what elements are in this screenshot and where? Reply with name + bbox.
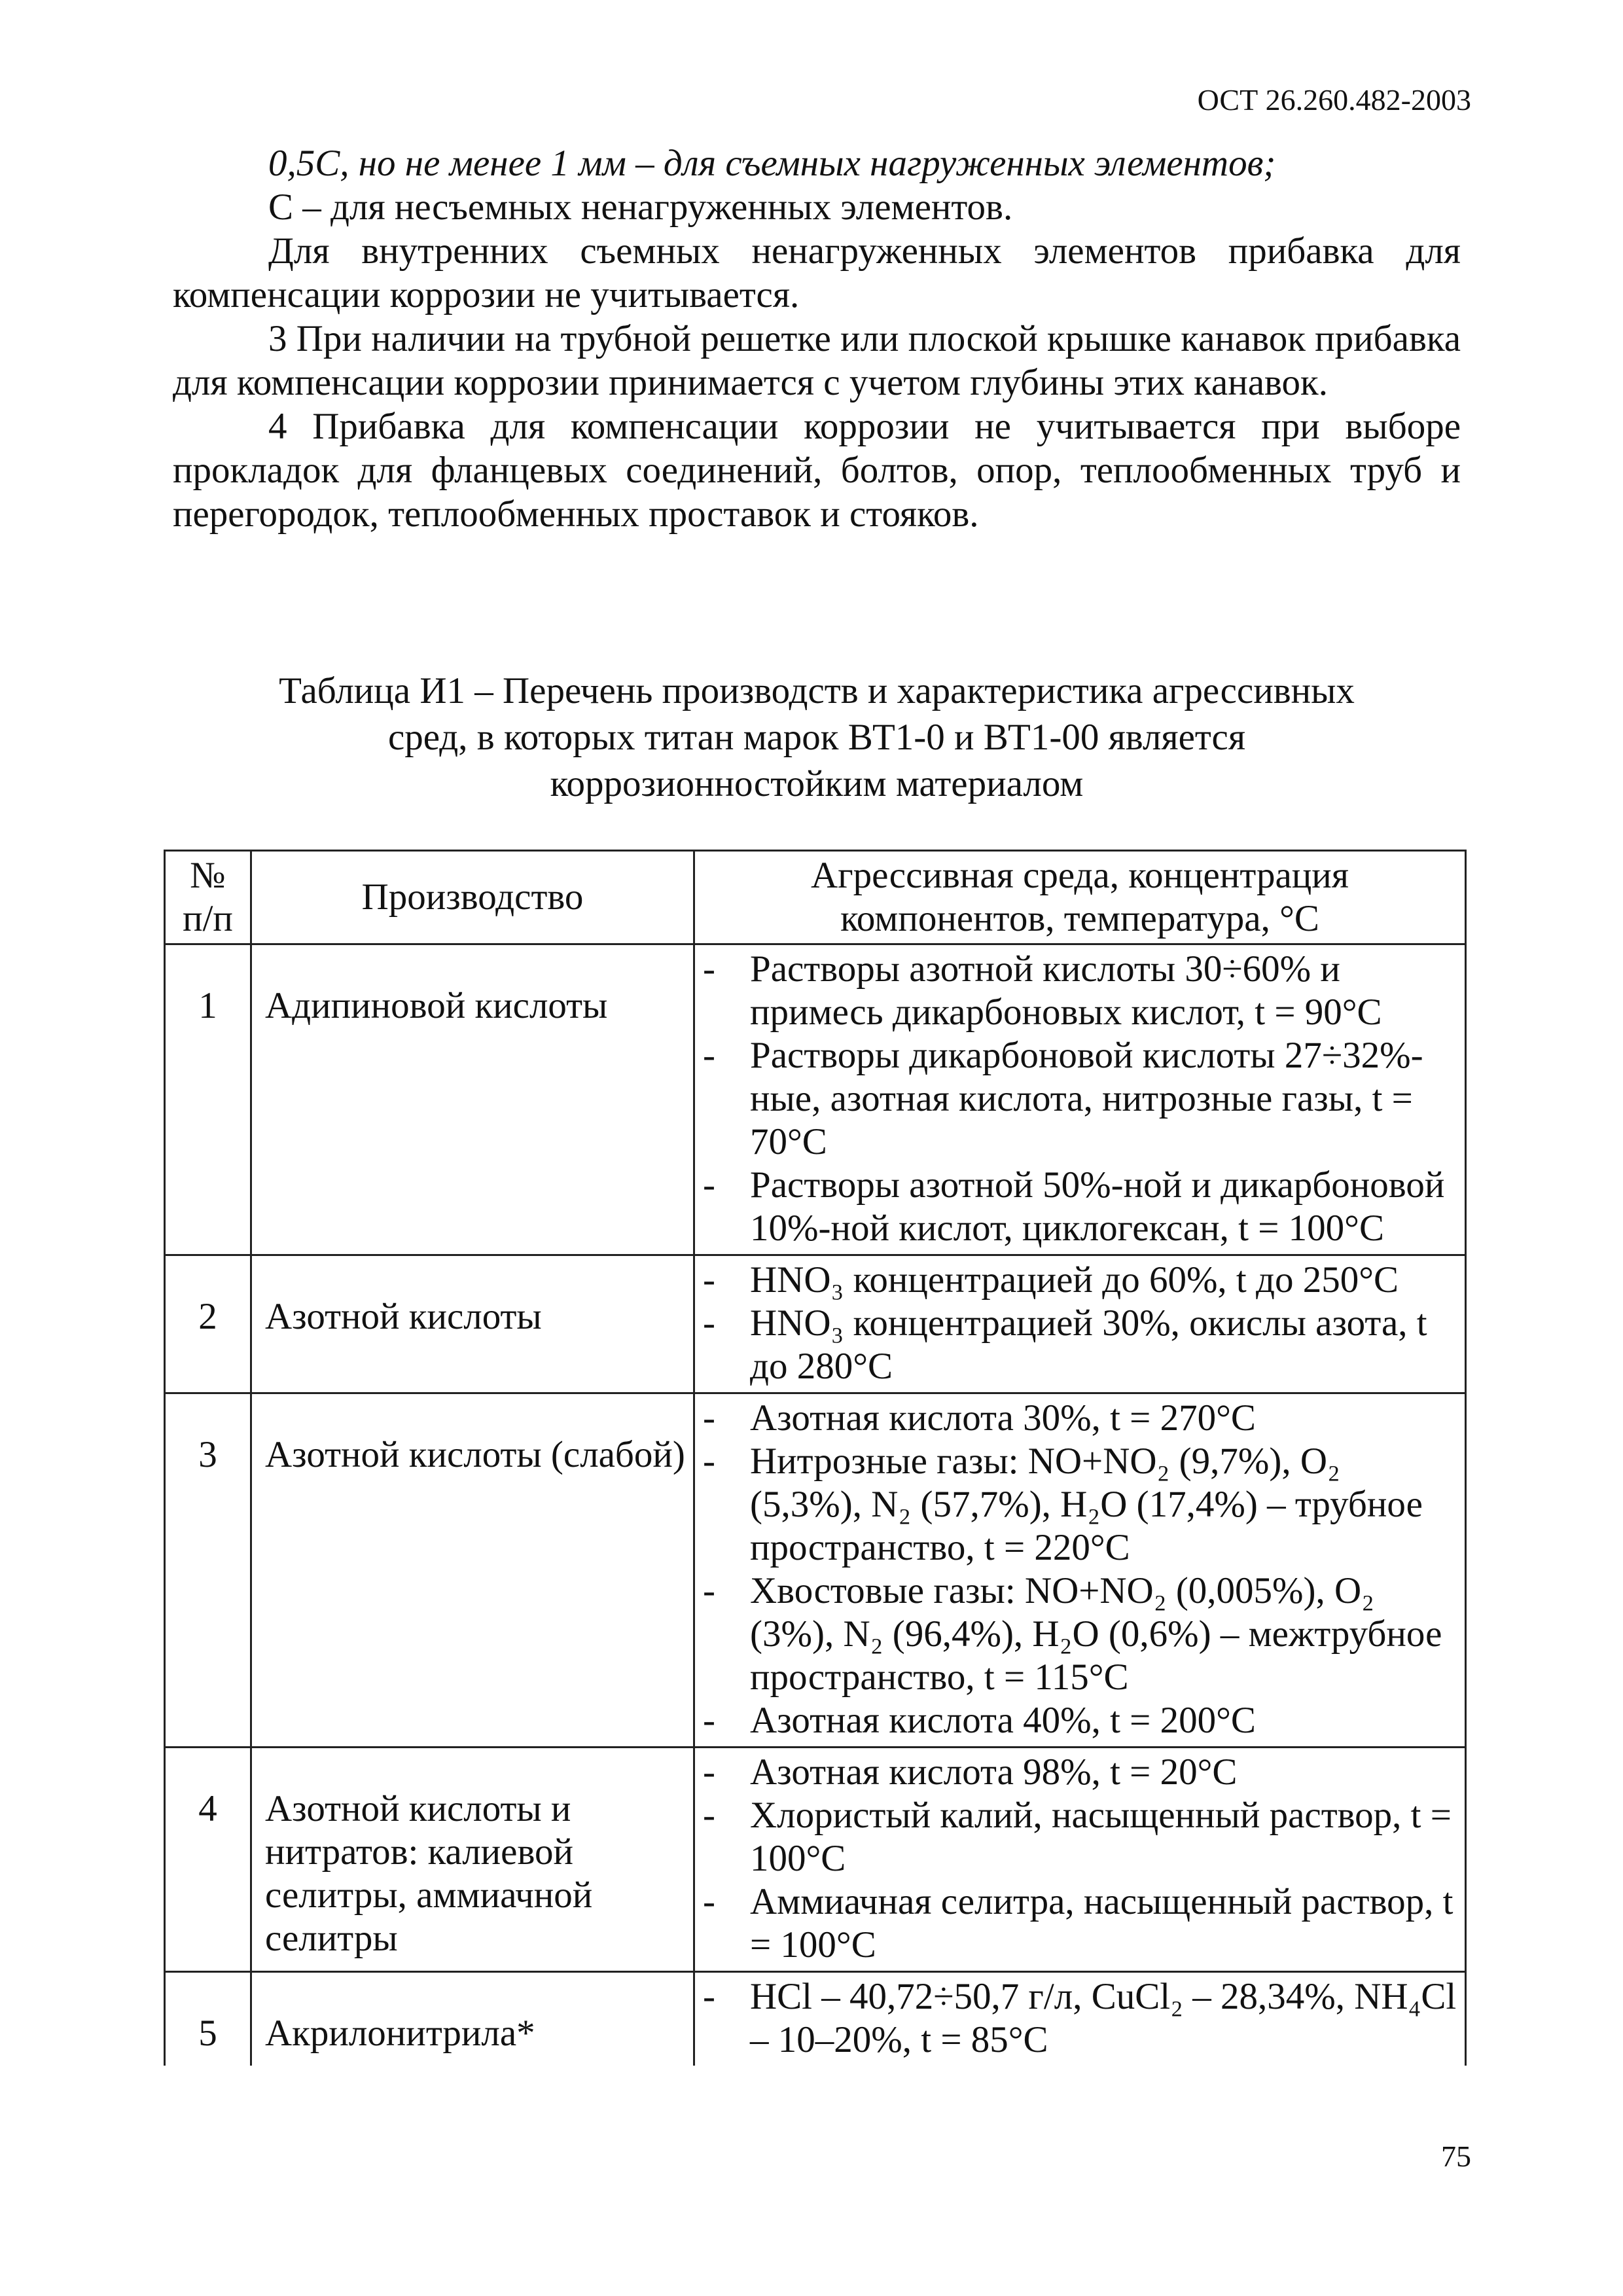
row-environment (694, 1255, 1466, 1393)
row-production: Акрилонитрила* (251, 1972, 694, 2066)
row-num: 5 (165, 1972, 251, 2066)
environment-table (164, 850, 1465, 2066)
list-dash: - (703, 1441, 715, 1482)
row-environment (694, 1393, 1466, 1748)
list-item (703, 948, 1457, 1034)
header-production: Производство (251, 851, 694, 944)
item-text: Азотная кислота 40%, t = 200°С (750, 1700, 1256, 1741)
list-item (703, 1880, 1457, 1967)
list-dash: - (703, 1570, 715, 1611)
item-text: Азотная кислота 30%, t = 270°С (750, 1397, 1256, 1439)
item-text: Растворы азотной кислоты 30÷60% и примесь дикарбоновых кислот, t = 90°С (750, 948, 1382, 1033)
paragraph: 4 Прибавка для компенсации коррозии не учитывается при выборе прокладок для фланцевых соединений, болтов, опор, теплообменных труб и перегородок, теплообменных проставок и стояков. (173, 406, 1461, 535)
header-num: № п/п (165, 851, 251, 944)
item-text: Азотная кислота 98%, t = 20°С (750, 1751, 1238, 1793)
item-text: Хлористый калий, насыщенный раствор, t = 100°С (750, 1795, 1452, 1879)
item-text: Растворы дикарбоновой кислоты 27÷32%-ные, азотная кислота, нитрозные газы, t = 70°С (750, 1035, 1423, 1162)
document-code: ОСТ 26.260.482-2003 (1197, 83, 1471, 117)
list-item (703, 1034, 1457, 1164)
row-num: 4 (165, 1748, 251, 1972)
list-dash: - (703, 948, 715, 990)
item-text: HCl – 40,72÷50,7 г/л, CuCl₂ – 28,34%, NH₄Cl – 10–20%, t = 85°С (750, 1976, 1457, 2060)
item-text: Растворы азотной 50%-ной и дикарбоновой 10%-ной кислот, циклогексан, t = 100°С (750, 1164, 1445, 1249)
list-dash: - (703, 1397, 715, 1439)
list-item (703, 1699, 1457, 1742)
list-item (703, 1259, 1457, 1302)
list-dash: - (703, 1700, 715, 1741)
list-dash: - (703, 1976, 715, 2017)
table-row (165, 1972, 1466, 2066)
header-environment: Агрессивная среда, концентрация компонентов, температура, °С (694, 851, 1466, 944)
list-item (703, 1164, 1457, 1250)
list-item (703, 1794, 1457, 1880)
list-dash: - (703, 1881, 715, 1922)
row-environment (694, 1972, 1466, 2066)
list-dash: - (703, 1035, 715, 1076)
caption-line: Таблица И1 – Перечень производств и характеристика агрессивных (279, 670, 1355, 711)
paragraph: 3 При наличии на трубной решетке или плоской крышке канавок прибавка для компенсации коррозии принимается с учетом глубины этих канавок. (173, 318, 1461, 403)
list-item (703, 1570, 1457, 1699)
list-dash: - (703, 1795, 715, 1836)
table-row (165, 1255, 1466, 1393)
item-text: HNO₃ концентрацией до 60%, t до 250°С (750, 1259, 1399, 1300)
table-row (165, 1748, 1466, 1972)
table-row (165, 944, 1466, 1255)
list-dash: - (703, 1751, 715, 1793)
page-number: 75 (1441, 2140, 1471, 2173)
item-text: Хвостовые газы: NO+NO₂ (0,005%), O₂ (3%), N₂ (96,4%), H₂O (0,6%) – межтрубное пространство, t = 115°С (750, 1570, 1442, 1698)
list-dash: - (703, 1302, 715, 1344)
table-header-row (165, 851, 1466, 944)
row-num: 1 (165, 944, 251, 1255)
list-item (703, 1975, 1457, 2062)
item-text: HNO₃ концентрацией 30%, окислы азота, t до 280°С (750, 1302, 1427, 1387)
item-text: Нитрозные газы: NO+NO₂ (9,7%), O₂ (5,3%), N₂ (57,7%), H₂O (17,4%) – трубное пространство, t = 220°С (750, 1441, 1423, 1568)
row-num: 2 (165, 1255, 251, 1393)
list-item (703, 1302, 1457, 1388)
caption-line: коррозионностойким материалом (550, 763, 1084, 804)
list-dash: - (703, 1164, 715, 1206)
item-text: Аммиачная селитра, насыщенный раствор, t = 100°С (750, 1881, 1454, 1965)
list-item (703, 1397, 1457, 1440)
row-production: Азотной кислоты (251, 1255, 694, 1393)
paragraph: С – для несъемных ненагруженных элементов. (268, 187, 1013, 228)
table-caption (173, 668, 1461, 807)
row-production: Адипиновой кислоты (251, 944, 694, 1255)
row-num: 3 (165, 1393, 251, 1748)
caption-line: сред, в которых титан марок ВТ1-0 и ВТ1-00 является (387, 717, 1246, 758)
row-environment (694, 1748, 1466, 1972)
list-item (703, 1440, 1457, 1570)
body-text (173, 141, 1461, 536)
list-item (703, 1751, 1457, 1794)
list-dash: - (703, 1259, 715, 1300)
paragraph: Для внутренних съемных ненагруженных элементов прибавка для компенсации коррозии не учитывается. (173, 230, 1461, 315)
paragraph: 0,5С, но не менее 1 мм – для съемных нагруженных элементов; (268, 143, 1276, 184)
row-environment (694, 944, 1466, 1255)
row-production: Азотной кислоты (слабой) (251, 1393, 694, 1748)
row-production: Азотной кислоты и нитратов: калиевой селитры, аммиачной селитры (251, 1748, 694, 1972)
table-row (165, 1393, 1466, 1748)
